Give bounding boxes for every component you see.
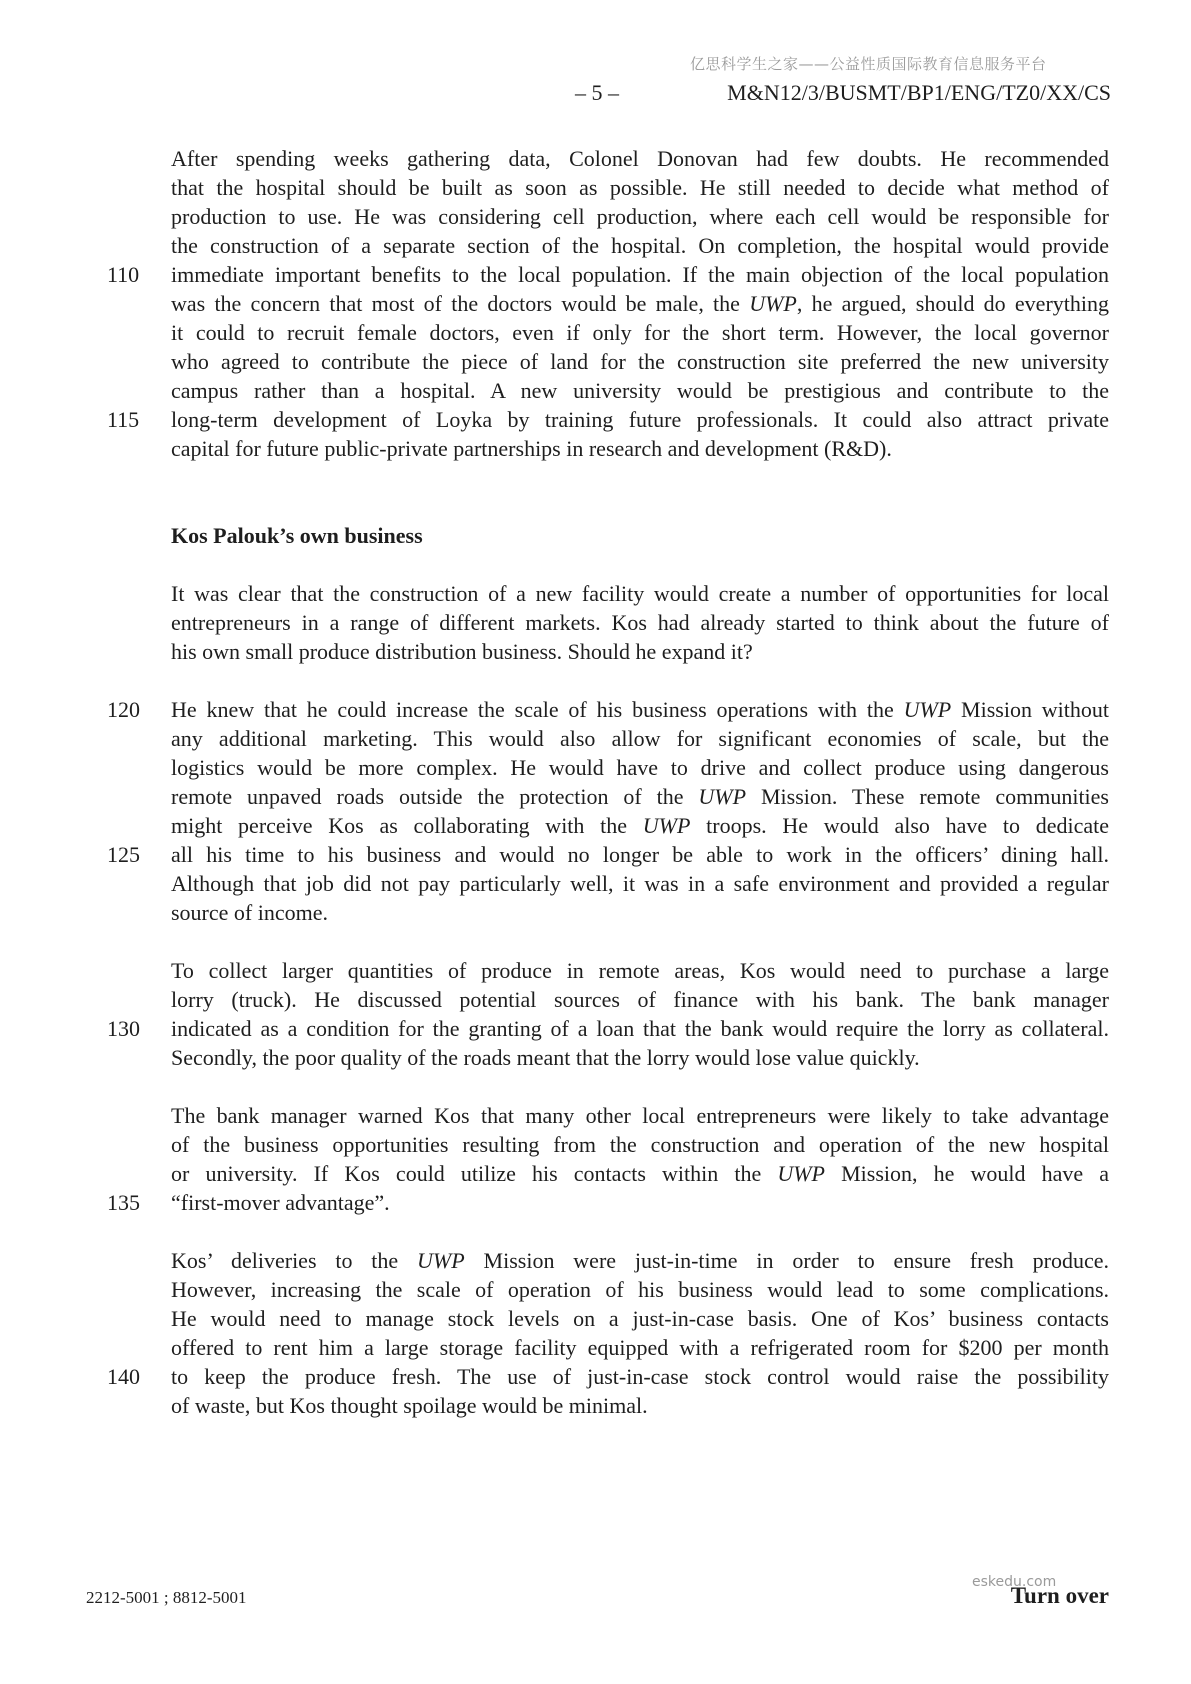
text-line: lorry (truck). He discussed potential sources of finance with his bank. The bank manager [171,987,1109,1012]
text-line: of waste, but Kos thought spoilage would be minimal. [171,1393,648,1418]
line-number: 120 [107,697,140,722]
text-line: The bank manager warned Kos that many other local entrepreneurs were likely to take advantage [171,1103,1109,1128]
text-line: might perceive Kos as collaborating with the UWP troops. He would also have to dedicate [171,813,1110,838]
text-line: the construction of a separate section of the hospital. On completion, the hospital would provide [171,233,1109,258]
text-line: it could to recruit female doctors, even if only for the short term. However, the local governor [171,320,1109,345]
text-line: all his time to his business and would no longer be able to work in the officers’ dining hall. [171,842,1109,867]
text-line: “first-mover advantage”. [171,1190,390,1215]
text-line: After spending weeks gathering data, Colonel Donovan had few doubts. He recommended [171,146,1109,171]
text-line: Although that job did not pay particularly well, it was in a safe environment and provided a regular [171,871,1109,896]
text-line: who agreed to contribute the piece of land for the construction site preferred the new university [171,349,1109,374]
text-line: of the business opportunities resulting from the construction and operation of the new hospital [171,1132,1109,1157]
footer-watermark: eskedu.com [972,1574,1057,1590]
text-line: any additional marketing. This would also allow for significant economies of scale, but the [171,726,1109,751]
line-number: 115 [107,407,140,432]
text-line: source of income. [171,900,328,925]
text-line: He knew that he could increase the scale of his business operations with the UWP Mission without [171,697,1109,722]
text-line: To collect larger quantities of produce in remote areas, Kos would need to purchase a large [171,958,1109,983]
text-line: his own small produce distribution business. Should he expand it? [171,639,753,664]
text-line: Secondly, the poor quality of the roads meant that the lorry would lose value quickly. [171,1045,920,1070]
text-line: indicated as a condition for the granting of a loan that the bank would require the lorry as collateral. [171,1016,1109,1041]
text-line: He would need to manage stock levels on a just-in-case basis. One of Kos’ business contacts [171,1306,1109,1331]
exam-code: M&N12/3/BUSMT/BP1/ENG/TZ0/XX/CS [727,80,1111,105]
text-line: that the hospital should be built as soon as possible. He still needed to decide what method of [171,175,1109,200]
line-number: 135 [107,1190,140,1215]
text-line: logistics would be more complex. He would have to drive and collect produce using dangerous [171,755,1109,780]
text-line: Kos’ deliveries to the UWP Mission were just-in-time in order to ensure fresh produce. [171,1248,1109,1273]
text-line: It was clear that the construction of a new facility would create a number of opportunities for local [171,581,1109,606]
line-number: 130 [107,1016,140,1041]
text-line: long-term development of Loyka by training future professionals. It could also attract private [171,407,1109,432]
text-line: entrepreneurs in a range of different markets. Kos had already started to think about the future of [171,610,1109,635]
text-line: However, increasing the scale of operation of his business would lead to some complications. [171,1277,1109,1302]
text-line: was the concern that most of the doctors would be male, the UWP, he argued, should do everything [171,291,1109,316]
line-number: 110 [107,262,140,287]
turn-over-label: Turn over [1010,1583,1109,1608]
text-line: remote unpaved roads outside the protection of the UWP Mission. These remote communities [171,784,1109,809]
footer-code: 2212-5001 ; 8812-5001 [86,1588,247,1607]
text-line: offered to rent him a large storage facility equipped with a refrigerated room for $200 per month [171,1335,1109,1360]
text-line: immediate important benefits to the local population. If the main objection of the local population [171,262,1109,287]
text-line: capital for future public-private partnerships in research and development (R&D). [171,436,892,461]
line-number: 140 [107,1364,140,1389]
text-line: campus rather than a hospital. A new university would be prestigious and contribute to the [171,378,1109,403]
text-line: production to use. He was considering cell production, where each cell would be responsible for [171,204,1109,229]
line-number: 125 [107,842,140,867]
section-heading: Kos Palouk’s own business [171,523,423,548]
header-watermark: 亿思科学生之家——公益性质国际教育信息服务平台 [690,55,1047,73]
text-line: or university. If Kos could utilize his contacts within the UWP Mission, he would have a [171,1161,1110,1186]
page-header [0,78,1191,110]
page-number: – 5 – [575,80,619,105]
text-line: to keep the produce fresh. The use of just-in-case stock control would raise the possibility [171,1364,1109,1389]
